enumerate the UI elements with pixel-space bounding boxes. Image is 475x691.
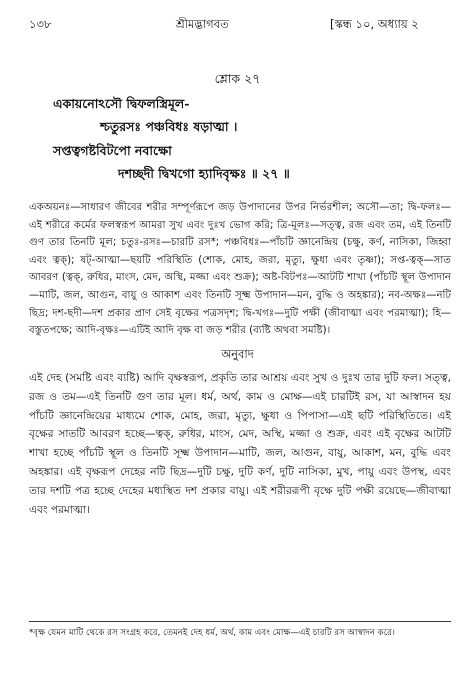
chapter-reference: [স্কন্ধ ১০, অধ্যায় ২ xyxy=(330,17,419,31)
verse-line-4: দশচ্ছদী দ্বিখগো হ্যাদিবৃক্ষঃ ॥ ২৭ ॥ xyxy=(118,166,290,181)
verse-line-2: শ্চতুরসঃ পঞ্চবিধঃ ষড়াত্মা । xyxy=(100,119,238,134)
book-title: শ্রীমদ্ভাগবত xyxy=(176,17,229,31)
footnote: *বৃক্ষ যেমন মাটি থেকে রস সংগ্রহ করে, তেমনই দেহ ধর্ম, অর্থ, কাম এবং মোক্ষ—এই চারটি রস আস্বাদন করে। xyxy=(29,628,395,638)
verse-number: শ্লোক ২৭ xyxy=(214,71,261,86)
synonyms-paragraph: একঅয়নঃ—সাধারণ জীবের শরীর সম্পূর্ণরূপে জড় উপাদানের উপর নির্ভরশীল; অসৌ—তা; দ্বি-ফলঃ—এই শরীরে কর্মের ফলস্বরূপ আমরা সুখ এবং দুঃখ ভোগ করি; ত্রি-মূলঃ—সত্ত্ব, রজ এবং তম, এই তিনটি গুণ তার তিনটি মূল; চতুঃ-রসঃ—চারটি রস*; পঞ্চবিধঃ—পাঁচটি জ্ঞানেন্দ্রিয় (চক্ষু, কর্ণ, নাসিকা, জিহ্বা এবং ত্বক্); ষট্-আত্মা—ছয়টি পরিস্থিতি (শোক, মোহ, জরা, মৃত্যু, ক্ষুধা এবং তৃষ্ণা); সপ্ত-ত্বক্—সাত আবরণ (ত্বক্, রুধির, মাংস, মেদ, অস্থি, মজ্জা এবং শুক্র); অষ্ট-বিটপঃ—আটটি শাখা (পাঁচটি স্থূল উপাদান—মাটি, জল, আগুন, বায়ু ও আকাশ এবং তিনটি সূক্ষ্ম উপাদান—মন, বুদ্ধি ও অহঙ্কার); নব-অক্ষঃ—নটি ছিদ্র; দশ-ছদী—দশ প্রকার প্রাণ সেই বৃক্ষের পত্রসদৃশ; দ্বি-খগঃ—দুটি পক্ষী (জীবাত্মা এবং পরমাত্মা); হি—বস্তুতপক্ষে; আদি-বৃক্ষঃ—এটিই আদি বৃক্ষ বা জড় শরীর (ব্যষ্টি অথবা সমষ্টি)। xyxy=(29,202,451,337)
verse-line-3: সপ্তত্বগষ্টবিটপো নবাক্ষো xyxy=(53,143,172,158)
page-number: ১৩৮ xyxy=(29,17,52,31)
footnote-divider xyxy=(29,621,451,622)
translation-heading: অনুবাদ xyxy=(221,347,254,361)
translation-paragraph: এই দেহ (সমষ্টি এবং ব্যষ্টি) আদি বৃক্ষস্বরূপ, প্রকৃতি তার আশ্রয় এবং সুখ ও দুঃখ তার দুটি ফল। সত্ত্ব, রজ ও তম—এই তিনটি গুণ তার মূল। ধর্ম, অর্থ, কাম ও মোক্ষ—এই চারটিই রস, যা আস্বাদন হয় পাঁচটি জ্ঞানেন্দ্রিয়ের মাধ্যমে শোক, মোহ, জরা, মৃত্যু, ক্ষুধা ও পিপাসা—এই ছটি পরিস্থিতিতে। এই বৃক্ষের সাতটি আবরণ হচ্ছে—ত্বক্, রুধির, মাংস, মেদ, অস্থি, মজ্জা ও শুক্র, এবং এই বৃক্ষের আটটি শাখা হচ্ছে পাঁচটি স্থূল ও তিনটি সূক্ষ্ম উপাদান—মাটি, জল, আগুন, বায়ু, আকাশ, মন, বুদ্ধি এবং অহঙ্কার। এই বৃক্ষরূপ দেহের নটি ছিদ্র—দুটি চক্ষু, দুটি কর্ণ, দুটি নাসিকা, মুখ, পায়ু এবং উপস্থ, এবং তার দশটি পত্র হচ্ছে দেহের মধ্যস্থিত দশ প্রকার বায়ু। এই শরীররূপী বৃক্ষে দুটি পক্ষী রয়েছে—জীবাত্মা এবং পরমাত্মা। xyxy=(29,372,451,516)
verse-line-1: একায়নোঽসৌ দ্বিফলস্ত্রিমূল- xyxy=(53,96,190,111)
